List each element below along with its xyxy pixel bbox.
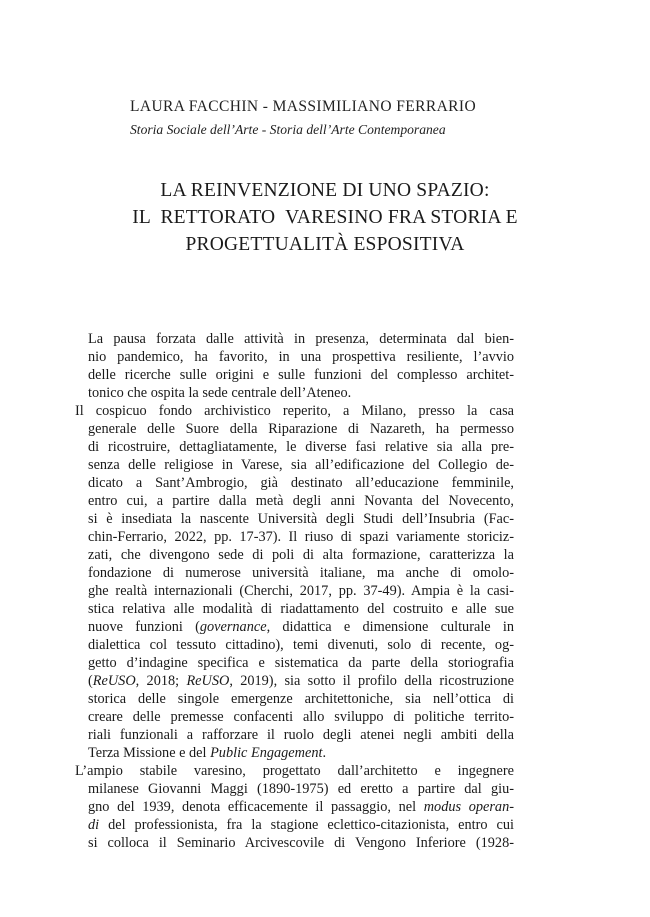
text-run: dialettica col tessuto cittadino), temi divenuti, solo di recente, og-: [88, 637, 514, 653]
body-line: [88, 510, 514, 528]
text-run: .: [322, 745, 327, 761]
body-line: [88, 726, 514, 744]
body-line: [88, 690, 514, 708]
text-run: Terza Missione e del: [88, 745, 211, 761]
text-run: generale delle Suore della Riparazione di Nazareth, ha permesso: [88, 421, 514, 437]
body-text: [75, 330, 515, 852]
body-line: [88, 636, 514, 654]
text-run: zati, che divengono sede di poli di alta formazione, caratterizza la: [88, 547, 514, 563]
text-run: chin-Ferrario, 2022, pp. 17-37). Il riuso di spazi variamente storiciz-: [88, 529, 514, 545]
text-run: getto d’indagine specifica e sistematica da parte della storiografia: [88, 655, 514, 671]
body-line: [88, 780, 514, 798]
body-line: [88, 654, 514, 672]
text-run: ghe realtà internazionali (Cherchi, 2017, pp. 37-49). Ampia è la casi-: [88, 583, 514, 599]
text-run: (: [88, 673, 93, 689]
text-run: si è insediata la nascente Università degli Studi dell’Insubria (Fac-: [88, 511, 514, 527]
italic-text: ReUSO: [186, 673, 230, 689]
body-line: [88, 348, 514, 366]
text-run: riali funzionali a rafforzare il ruolo degli atenei negli ambiti della: [88, 727, 514, 743]
text-run: delle ricerche sulle origini e sulle funzioni del complesso architet-: [88, 367, 514, 383]
body-line: [88, 618, 514, 636]
article-title-line-1: LA REINVENZIONE DI UNO SPAZIO:: [160, 180, 490, 201]
text-run: di ricostruire, dettagliatamente, le diverse fasi relative sia alla pre-: [88, 439, 514, 455]
body-line: [88, 546, 514, 564]
body-line: [88, 456, 514, 474]
italic-text: Public Engagement: [210, 745, 323, 761]
text-run: nuove funzioni (: [88, 619, 200, 635]
body-line: [88, 798, 514, 816]
text-run: Il cospicuo fondo archivistico reperito, a Milano, presso la casa: [75, 403, 514, 419]
text-run: stica relativa alle modalità di riadattamento del costruito e alle sue: [88, 601, 514, 617]
text-run: storica delle singole emergenze architettoniche, sia nell’ottica di: [88, 691, 514, 707]
italic-text: di: [88, 817, 100, 833]
article-title-line-3: PROGETTUALITÀ ESPOSITIVA: [185, 234, 465, 255]
text-run: del professionista, fra la stagione eclettico-citazionista, entro cui: [99, 817, 514, 833]
body-line: [88, 744, 514, 762]
body-line: [88, 330, 514, 348]
body-line: [88, 582, 514, 600]
body-line: [88, 366, 514, 384]
body-line: [75, 402, 514, 420]
body-line: [88, 834, 514, 852]
text-run: , didattica e dimensione culturale in: [266, 619, 515, 635]
text-run: tonico che ospita la sede centrale dell’Ateneo.: [88, 385, 352, 401]
article-title-line-2: IL RETTORATO VARESINO FRA STORIA E: [132, 207, 518, 228]
text-run: entro cui, a partire dalla metà degli anni Novanta del Novecento,: [88, 493, 514, 509]
body-line: [88, 600, 514, 618]
body-line: [88, 420, 514, 438]
body-line: [88, 492, 514, 510]
text-run: senza delle religiose in Varese, sia all’edificazione del Collegio de-: [88, 457, 514, 473]
body-line: [88, 816, 514, 834]
text-run: dicato a Sant’Ambrogio, già destinato all’educazione femminile,: [88, 475, 514, 491]
text-run: si colloca il Seminario Arcivescovile di Vengono Inferiore (1928-: [88, 835, 514, 851]
text-run: , 2019), sia sotto il profilo della ricostruzione: [229, 673, 514, 689]
body-line: [88, 708, 514, 726]
text-run: , 2018;: [135, 673, 187, 689]
text-run: L’ampio stabile varesino, progettato dall’architetto e ingegnere: [75, 763, 514, 779]
body-line: [88, 528, 514, 546]
text-run: creare delle premesse confacenti allo sviluppo di politiche territo-: [88, 709, 514, 725]
italic-text: modus operan-: [423, 799, 514, 815]
text-run: fondazione di numerose università italiane, ma anche di omolo-: [88, 565, 514, 581]
body-line: [75, 762, 514, 780]
text-run: La pausa forzata dalle attività in presenza, determinata dal bien-: [88, 331, 514, 347]
body-line: [88, 438, 514, 456]
text-run: nio pandemico, ha favorito, in una prospettiva resiliente, l’avvio: [88, 349, 514, 365]
affiliation-subtitle: Storia Sociale dell’Arte - Storia dell’Arte Contemporanea: [130, 122, 446, 137]
authors-heading: LAURA FACCHIN - MASSIMILIANO FERRARIO: [130, 98, 477, 115]
body-line: [88, 384, 514, 402]
text-run: milanese Giovanni Maggi (1890-1975) ed eretto a partire dal giu-: [88, 781, 514, 797]
italic-text: ReUSO: [92, 673, 136, 689]
body-line: [88, 474, 514, 492]
text-run: gno del 1939, denota efficacemente il passaggio, nel: [88, 799, 424, 815]
italic-text: governance: [199, 619, 267, 635]
body-line: [88, 564, 514, 582]
body-line: [88, 672, 514, 690]
